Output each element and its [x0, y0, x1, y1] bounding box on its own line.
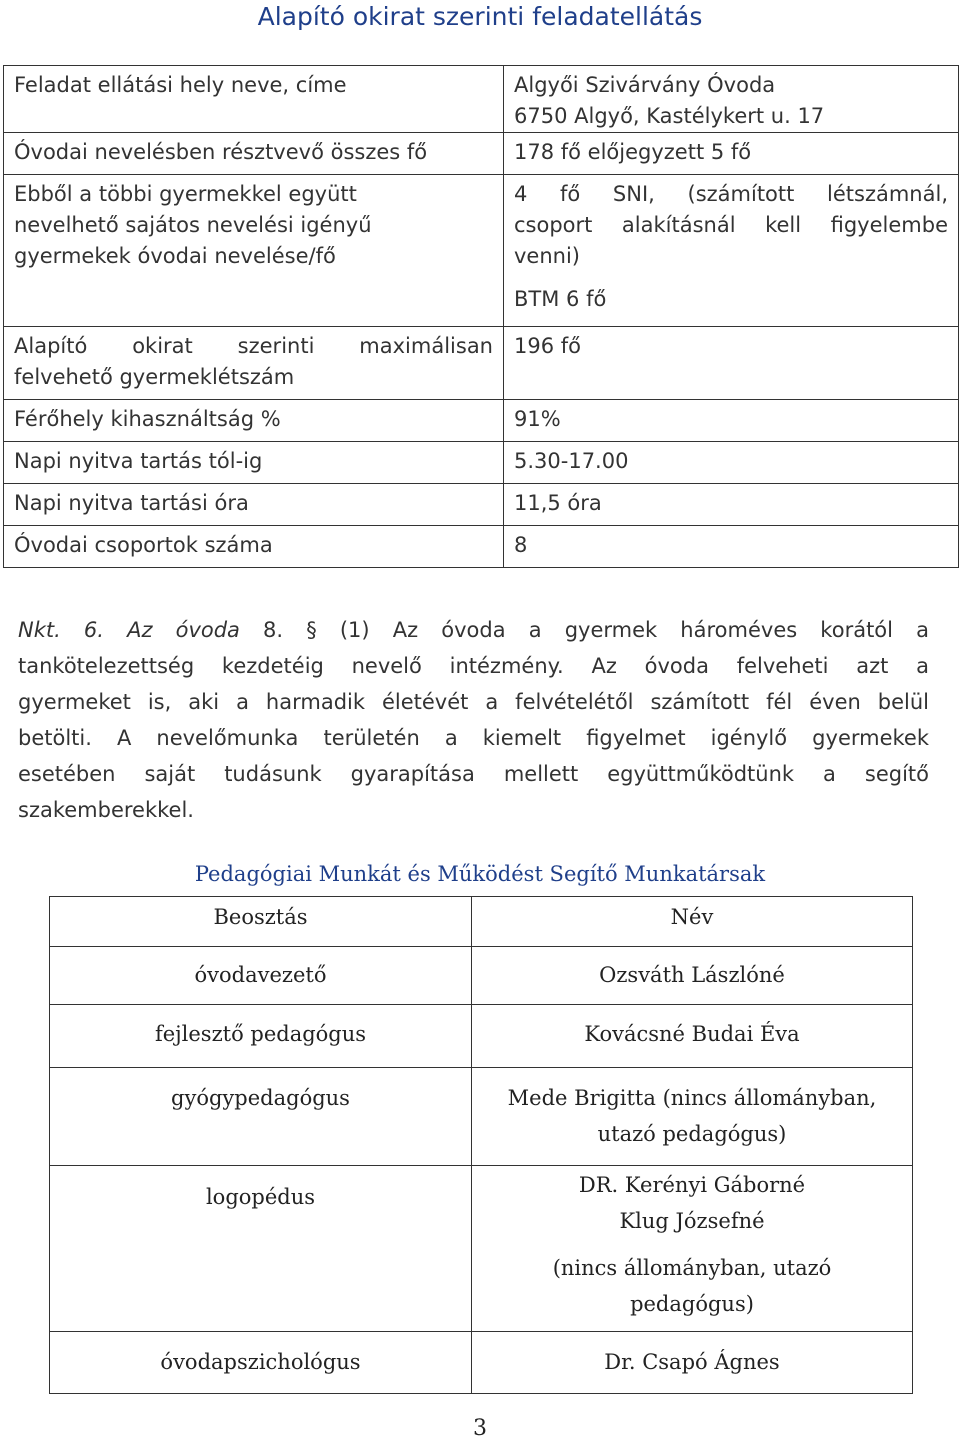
table-row	[4, 442, 959, 484]
value-cell: 91%	[504, 400, 959, 442]
role-cell: gyógypedagógus	[50, 1068, 472, 1166]
value-cell: 5.30-17.00	[504, 442, 959, 484]
value-cell: 196 fő	[504, 327, 959, 400]
paragraph-line: Nkt. 6. Az óvoda 8. § (1) Az óvoda a gyermek hároméves korától a	[18, 618, 929, 642]
value-line-btm: BTM 6 fő	[514, 287, 607, 311]
label-cell: Napi nyitva tartás tól-ig	[4, 442, 504, 484]
table-row	[4, 484, 959, 526]
role-cell: logopédus	[50, 1166, 472, 1332]
value-line: csoport alakításnál kell figyelembe	[514, 213, 948, 237]
table-row	[4, 526, 959, 568]
value-line: 6750 Algyő, Kastélykert u. 17	[514, 104, 825, 128]
label-line: felvehető gyermeklétszám	[14, 365, 295, 389]
label-cell: Férőhely kihasználtság %	[4, 400, 504, 442]
paragraph-line: gyermeket is, aki a harmadik életévét a felvételétől számított fél éven belül	[18, 690, 929, 714]
value-cell	[504, 175, 959, 327]
staff-title: Pedagógiai Munkát és Működést Segítő Munkatársak	[194, 862, 766, 886]
table-row	[4, 400, 959, 442]
page-number: 3	[473, 1416, 487, 1441]
role-cell: óvodavezető	[50, 947, 472, 1005]
table-row	[50, 1005, 913, 1068]
label-cell: Óvodai nevelésben résztvevő összes fő	[4, 133, 504, 175]
value-cell: 8	[504, 526, 959, 568]
paragraph-line: szakemberekkel.	[18, 798, 194, 822]
label-cell	[4, 327, 504, 400]
staff-table	[49, 896, 913, 1394]
name-line: DR. Kerényi Gáborné	[578, 1173, 806, 1197]
table-header-row	[50, 897, 913, 947]
value-cell: 11,5 óra	[504, 484, 959, 526]
table-row	[50, 1068, 913, 1166]
value-line: Algyői Szivárvány Óvoda	[514, 73, 776, 97]
legal-paragraph	[18, 612, 929, 828]
page-title: Alapító okirat szerinti feladatellátás	[257, 2, 703, 31]
facility-table	[3, 65, 959, 568]
paragraph-line: esetében saját tudásunk gyarapítása mellett együttműködtünk a segítő	[18, 762, 929, 786]
table-row	[50, 947, 913, 1005]
name-cell: Ozsváth Lászlóné	[472, 947, 913, 1005]
note-line: (nincs állományban, utazó	[552, 1256, 832, 1280]
name-cell: Dr. Csapó Ágnes	[472, 1332, 913, 1394]
paragraph-line: tankötelezettség kezdetéig nevelő intézmény. Az óvoda felveheti azt a	[18, 654, 929, 678]
role-cell: fejlesztő pedagógus	[50, 1005, 472, 1068]
name-cell	[472, 1166, 913, 1332]
table-row	[4, 327, 959, 400]
name-cell	[472, 1068, 913, 1166]
value-cell	[504, 66, 959, 133]
label-line: nevelhető sajátos nevelési igényű	[14, 213, 372, 237]
paragraph-ref: Nkt. 6. Az óvoda	[18, 618, 240, 642]
table-row	[50, 1166, 913, 1332]
label-line: Ebből a többi gyermekkel együtt	[14, 182, 357, 206]
label-line: Alapító okirat szerinti maximálisan	[14, 334, 493, 358]
role-cell: óvodapszichológus	[50, 1332, 472, 1394]
name-line: Klug Józsefné	[619, 1209, 765, 1233]
paragraph-line: betölti. A nevelőmunka területén a kiemelt figyelmet igénylő gyermekek	[18, 726, 929, 750]
column-header-name: Név	[472, 897, 913, 947]
table-row	[4, 66, 959, 133]
table-row	[50, 1332, 913, 1394]
label-cell	[4, 175, 504, 327]
table-row	[4, 175, 959, 327]
label-line: gyermekek óvodai nevelése/fő	[14, 244, 336, 268]
note-line: pedagógus)	[630, 1292, 754, 1316]
label-cell: Feladat ellátási hely neve, címe	[4, 66, 504, 133]
name-line: utazó pedagógus)	[597, 1122, 787, 1146]
label-cell: Napi nyitva tartási óra	[4, 484, 504, 526]
label-cell: Óvodai csoportok száma	[4, 526, 504, 568]
value-line: 4 fő SNI, (számított létszámnál,	[514, 182, 948, 206]
value-line: venni)	[514, 244, 580, 268]
value-cell: 178 fő előjegyzett 5 fő	[504, 133, 959, 175]
table-row	[4, 133, 959, 175]
column-header-role: Beosztás	[50, 897, 472, 947]
name-line: Mede Brigitta (nincs állományban,	[507, 1086, 877, 1110]
name-cell: Kovácsné Budai Éva	[472, 1005, 913, 1068]
